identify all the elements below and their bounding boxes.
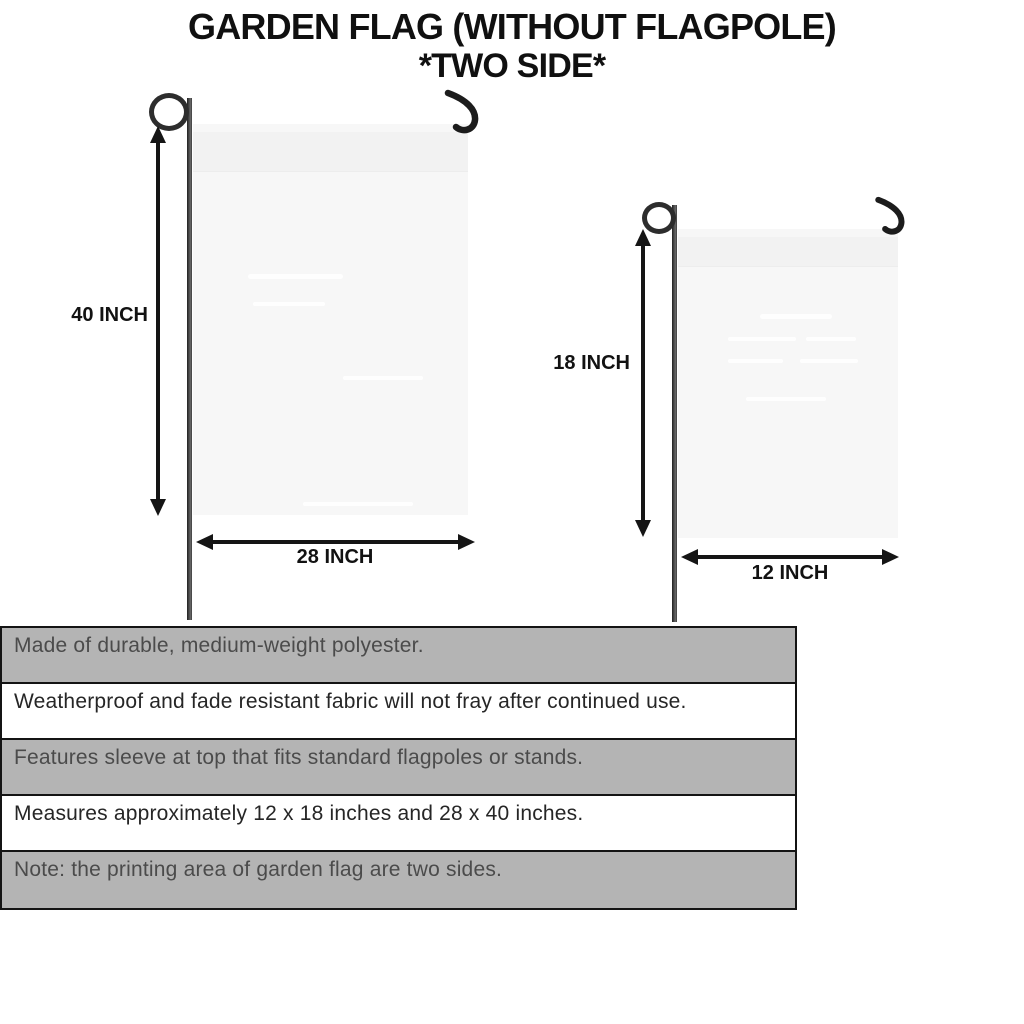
wrinkle	[806, 337, 856, 341]
large-flag-width-label: 28 INCH	[296, 546, 374, 568]
arrow-shaft	[694, 555, 886, 559]
large-flag-illustration	[193, 124, 468, 515]
flagpole	[672, 205, 677, 622]
title-line-1: GARDEN FLAG (WITHOUT FLAGPOLE)	[188, 6, 836, 47]
feature-table	[0, 626, 797, 910]
wrinkle	[728, 359, 783, 363]
feature-text: Note: the printing area of garden flag are two sides.	[14, 858, 503, 881]
arrow-right-icon	[458, 534, 475, 550]
flagpole	[187, 98, 192, 620]
arrow-shaft	[209, 540, 462, 544]
title-line-2: *TWO SIDE*	[418, 47, 606, 86]
large-flag-sleeve	[193, 132, 468, 172]
feature-row	[2, 796, 795, 852]
wrinkle	[303, 502, 413, 506]
wrinkle	[343, 376, 423, 380]
arrow-shaft	[641, 242, 645, 524]
hook-icon	[874, 196, 910, 238]
large-flag-height-label: 40 INCH	[71, 304, 148, 326]
feature-text: Made of durable, medium-weight polyester.	[14, 634, 424, 657]
feature-text: Measures approximately 12 x 18 inches and 28 x 40 inches.	[14, 802, 584, 825]
wrinkle	[248, 274, 343, 279]
height-dimension-arrow-small	[635, 229, 651, 537]
small-flag-height-label: 18 INCH	[553, 352, 630, 374]
feature-row	[2, 684, 795, 740]
wrinkle	[746, 397, 826, 401]
small-flag-illustration	[678, 229, 898, 538]
wrinkle	[800, 359, 858, 363]
small-flag-width-label: 12 INCH	[751, 562, 829, 584]
page-title	[0, 6, 1024, 86]
feature-text: Features sleeve at top that fits standard flagpoles or stands.	[14, 746, 584, 769]
feature-row	[2, 628, 795, 684]
wrinkle	[728, 337, 796, 341]
arrow-down-icon	[635, 520, 651, 537]
small-flag-sleeve	[678, 237, 898, 267]
arrow-down-icon	[150, 499, 166, 516]
feature-text: Weatherproof and fade resistant fabric will not fray after continued use.	[14, 690, 687, 713]
wrinkle	[760, 314, 832, 319]
wrinkle	[253, 302, 325, 306]
height-dimension-arrow-large	[150, 126, 166, 516]
hook-icon	[443, 89, 485, 137]
feature-row	[2, 740, 795, 796]
arrow-shaft	[156, 139, 160, 503]
feature-row	[2, 852, 795, 908]
